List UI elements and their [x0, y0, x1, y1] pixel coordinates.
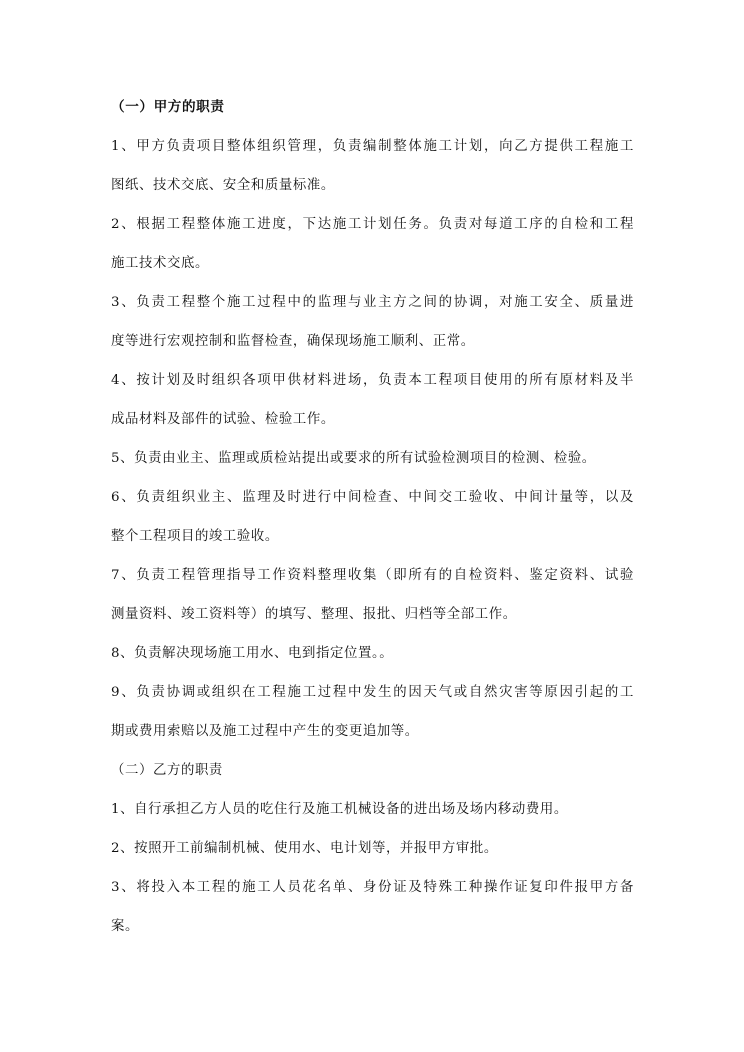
list-item	[111, 478, 634, 556]
paragraph-line: 5、负责由业主、监理或质检站提出或要求的所有试验检测项目的检测、检验。	[111, 451, 596, 466]
list-item	[111, 127, 634, 205]
list-item	[111, 790, 634, 829]
paragraph-line: 成品材料及部件的试验、检验工作。	[111, 412, 335, 427]
paragraph-line: 3、将投入本工程的施工人员花名单、身份证及特殊工种操作证复印件报甲方备	[111, 880, 634, 895]
section-heading-party-b: （二）乙方的职责	[111, 763, 223, 778]
list-item	[111, 829, 634, 868]
paragraph-line: 期或费用索赔以及施工过程中产生的变更追加等。	[111, 724, 419, 739]
list-item	[111, 868, 634, 946]
paragraph-line: 7、负责工程管理指导工作资料整理收集（即所有的自检资料、鉴定资料、试验	[111, 568, 634, 583]
list-item	[111, 556, 634, 634]
paragraph-line: 测量资料、竣工资料等）的填写、整理、报批、归档等全部工作。	[111, 607, 517, 622]
paragraph-line: 8、负责解决现场施工用水、电到指定位置。。	[111, 646, 394, 661]
list-item	[111, 361, 634, 439]
paragraph-line: 图纸、技术交底、安全和质量标准。	[111, 178, 335, 193]
document-body	[111, 88, 634, 946]
paragraph-line: 6、负责组织业主、监理及时进行中间检查、中间交工验收、中间计量等，以及	[111, 490, 634, 505]
paragraph-line: 9、负责协调或组织在工程施工过程中发生的因天气或自然灾害等原因引起的工	[111, 685, 634, 700]
paragraph-line: 2、按照开工前编制机械、使用水、电计划等，并报甲方审批。	[111, 841, 498, 856]
paragraph-line: 1、自行承担乙方人员的吃住行及施工机械设备的进出场及场内移动费用。	[111, 802, 568, 817]
list-item	[111, 283, 634, 361]
paragraph-line: 案。	[111, 919, 139, 934]
paragraph-line: 4、按计划及时组织各项甲供材料进场，负责本工程项目使用的所有原材料及半	[111, 373, 634, 388]
paragraph-line: 1、甲方负责项目整体组织管理，负责编制整体施工计划，向乙方提供工程施工	[111, 139, 634, 154]
list-item	[111, 634, 634, 673]
list-item	[111, 439, 634, 478]
paragraph-line: 3、负责工程整个施工过程中的监理与业主方之间的协调，对施工安全、质量进	[111, 295, 634, 310]
paragraph-line: 施工技术交底。	[111, 256, 209, 271]
list-item	[111, 673, 634, 751]
paragraph-line: 整个工程项目的竣工验收。	[111, 529, 279, 544]
paragraph-line: 2、根据工程整体施工进度，下达施工计划任务。负责对每道工序的自检和工程	[111, 217, 634, 232]
paragraph-line: 度等进行宏观控制和监督检查，确保现场施工顺利、正常。	[111, 334, 475, 349]
section-heading-party-a: （一）甲方的职责	[111, 99, 225, 115]
list-item	[111, 205, 634, 283]
